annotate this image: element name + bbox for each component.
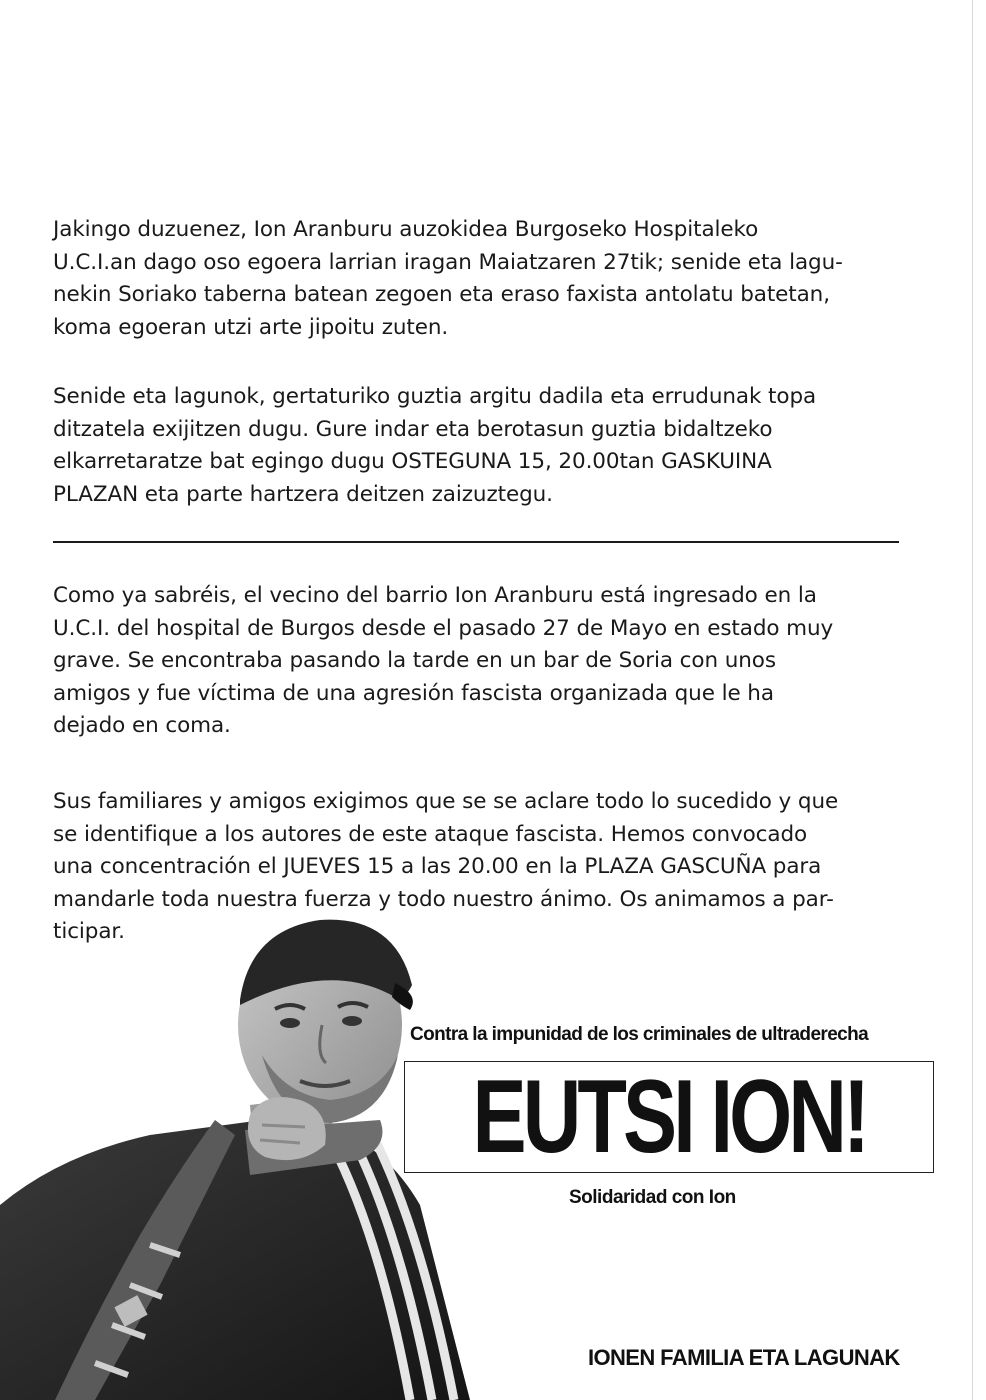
text-line: grave. Se encontraba pasando la tarde en un bar de Soria con unos: [53, 648, 776, 673]
text-line: Senide eta lagunok, gertaturiko guztia argitu dadila eta errudunak topa: [53, 384, 817, 409]
banner-tagline: Contra la impunidad de los criminales de ultraderecha: [410, 1024, 869, 1045]
text-line: mandarle toda nuestra fuerza y todo nuestro ánimo. Os animamos a par-: [53, 886, 834, 912]
text-line: ditzatela exijitzen dugu. Gure indar eta berotasun guztia bidaltzeko: [53, 416, 773, 442]
page-edge-line: [972, 0, 973, 1400]
portrait-photo: [0, 905, 470, 1400]
signature: IONEN FAMILIA ETA LAGUNAK: [588, 1345, 900, 1370]
spanish-paragraph-1: [53, 580, 913, 743]
text-line: koma egoeran utzi arte jipoitu zuten.: [53, 314, 449, 340]
text-line: ticipar.: [53, 919, 125, 944]
text-line: nekin Soriako taberna batean zegoen eta eraso faxista antolatu batetan,: [53, 282, 830, 307]
text-line: dejado en coma.: [53, 713, 231, 738]
text-line: amigos y fue víctima de una agresión fascista organizada que le ha: [53, 680, 774, 706]
banner-title-box: [404, 1061, 934, 1173]
section-divider: [53, 541, 899, 543]
text-line: U.C.I. del hospital de Burgos desde el pasado 27 de Mayo en estado muy: [53, 615, 834, 641]
banner-subtitle: Solidaridad con Ion: [569, 1187, 736, 1208]
basque-paragraph-2: [53, 381, 913, 511]
basque-paragraph-1: [53, 214, 913, 344]
banner-title: EUTSI ION!: [472, 1061, 866, 1173]
text-line: U.C.I.an dago oso egoera larrian iragan Maiatzaren 27tik; senide eta lagu-: [53, 249, 843, 275]
text-line: Sus familiares y amigos exigimos que se se aclare todo lo sucedido y que: [53, 789, 839, 814]
text-line: elkarretaratze bat egingo dugu OSTEGUNA 15, 20.00tan GASKUINA: [53, 449, 772, 474]
text-line: Como ya sabréis, el vecino del barrio Ion Aranburu está ingresado en la: [53, 583, 817, 608]
text-line: PLAZAN eta parte hartzera deitzen zaizuztegu.: [53, 481, 553, 507]
text-line: se identifique a los autores de este ataque fascista. Hemos convocado: [53, 821, 808, 847]
text-line: una concentración el JUEVES 15 a las 20.00 en la PLAZA GASCUÑA para: [53, 854, 822, 879]
text-line: Jakingo duzuenez, Ion Aranburu auzokidea Burgoseko Hospitaleko: [53, 217, 759, 242]
